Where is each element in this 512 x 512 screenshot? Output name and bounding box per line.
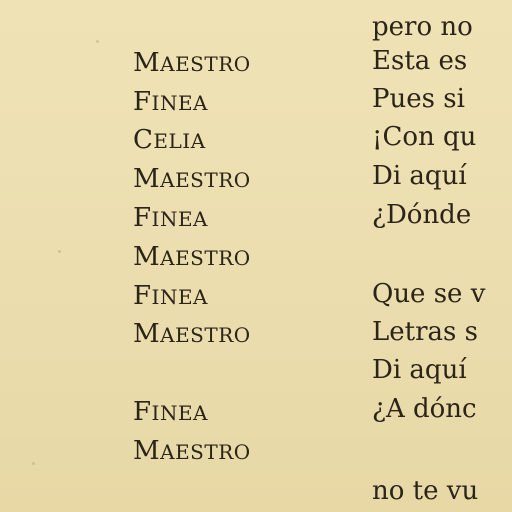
- speaker-name: CELIA: [133, 125, 206, 155]
- speaker-name: FINEA: [133, 87, 208, 117]
- verse-line: no te vu: [372, 476, 479, 506]
- verse-line: ¿Dónde: [372, 200, 472, 230]
- verse-line: pero no: [372, 12, 473, 42]
- verse-line: Letras s: [372, 317, 478, 347]
- speaker-name: FINEA: [133, 203, 208, 233]
- verse-line: Pues si: [372, 84, 465, 114]
- speaker-name: MAESTRO: [133, 164, 251, 194]
- speaker-name: MAESTRO: [133, 242, 251, 272]
- cut-off-previous-line: [372, 0, 512, 2]
- verse-line: ¿A dónc: [372, 394, 477, 424]
- speaker-name: FINEA: [133, 397, 208, 427]
- paper-speck: [58, 250, 61, 253]
- verse-line: ¡Con qu: [372, 122, 477, 152]
- speaker-name: FINEA: [133, 281, 208, 311]
- paper-speck: [96, 40, 99, 43]
- verse-line: Di aquí: [372, 161, 467, 191]
- speaker-name: MAESTRO: [133, 319, 251, 349]
- speaker-name: MAESTRO: [133, 436, 251, 466]
- speaker-name: MAESTRO: [133, 48, 251, 78]
- verse-line: Di aquí: [372, 355, 467, 385]
- paper-speck: [32, 462, 35, 465]
- verse-line: Que se v: [372, 279, 486, 309]
- verse-line: Esta es: [372, 46, 468, 76]
